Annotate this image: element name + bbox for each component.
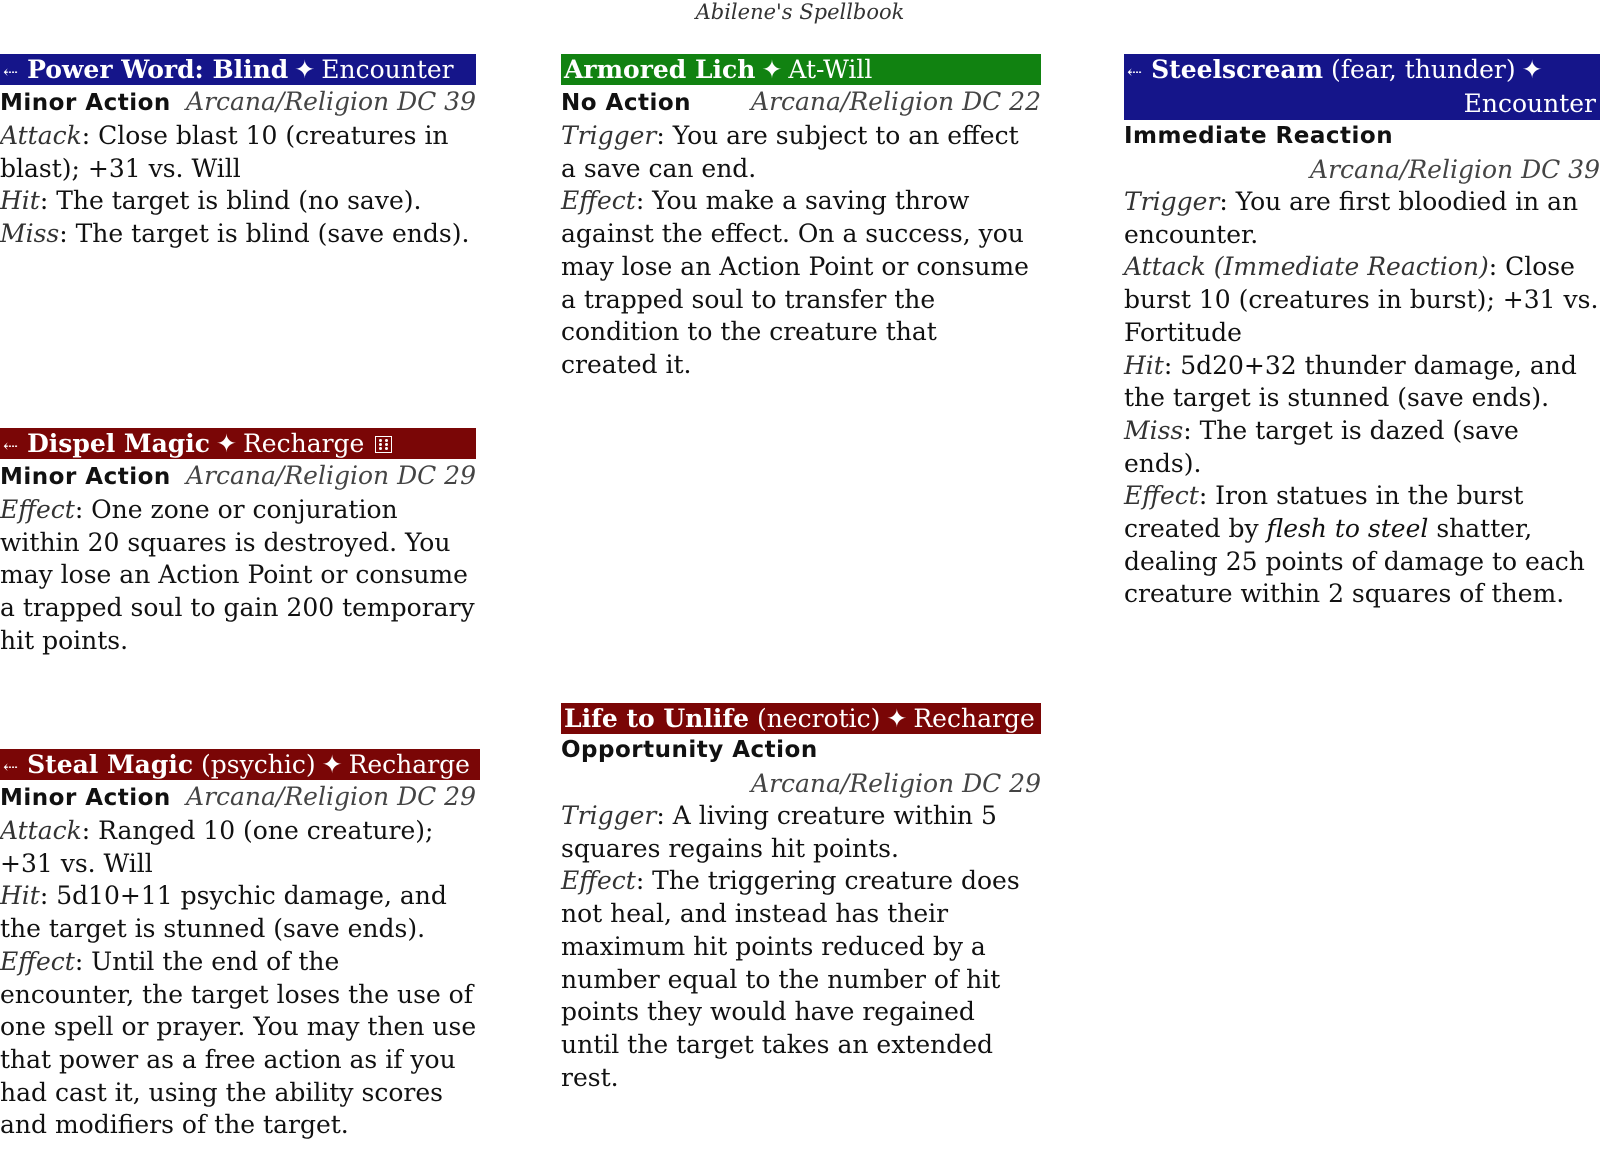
skill-dc: Arcana/Religion DC 29 — [186, 461, 476, 490]
power-card-dispel-magic — [0, 428, 476, 658]
line-text: : 5d10+11 psychic damage, and the target is stunned (save ends). — [0, 881, 447, 944]
hit-line — [0, 880, 480, 945]
hit-line — [1124, 350, 1600, 415]
area-arrow-icon: ⇠ — [3, 757, 19, 778]
area-arrow-icon: ⇠ — [1127, 62, 1143, 83]
power-card-steal-magic — [0, 749, 480, 1142]
separator-icon: ✦ — [294, 55, 316, 84]
power-frequency: Recharge — [348, 750, 470, 779]
power-body — [0, 815, 480, 1142]
power-frequency: At-Will — [788, 55, 873, 84]
page-header: Abilene's Spellbook — [695, 0, 905, 24]
line-text: : The target is dazed (save ends). — [1124, 415, 1519, 478]
action-type: Opportunity Action — [561, 737, 818, 763]
effect-line — [0, 946, 480, 1142]
power-title-bar — [0, 749, 480, 780]
power-frequency: Recharge — [913, 704, 1035, 733]
power-card-power-word-blind — [0, 54, 476, 251]
spell-reference: flesh to steel — [1266, 514, 1429, 544]
die-six-icon — [375, 436, 392, 453]
line-text: : One zone or conjuration within 20 squares is destroyed. You may lose an Action Point or consume a trapped soul to gain 200 temporary hit points. — [0, 495, 475, 655]
action-row — [0, 780, 476, 815]
attack-line — [1124, 251, 1600, 349]
line-label: Hit — [1124, 350, 1164, 380]
trigger-line — [561, 120, 1041, 185]
power-keywords: (psychic) — [201, 750, 316, 779]
line-text: : Ranged 10 (one creature); +31 vs. Will — [0, 816, 434, 878]
miss-line — [0, 218, 476, 251]
line-label: Trigger — [561, 801, 657, 830]
power-title-bar — [0, 428, 476, 459]
trigger-line — [561, 800, 1041, 865]
line-label: Miss — [0, 219, 60, 249]
power-body — [1124, 186, 1600, 611]
power-title-bar — [561, 54, 1041, 85]
line-text: : The triggering creature does not heal, and instead has their maximum hit points reduced by a number equal to the number of hit points they would have regained until the target takes an extended rest. — [561, 866, 1020, 1092]
line-label: Hit — [0, 881, 40, 911]
line-label: Miss — [1124, 415, 1184, 445]
trigger-line — [1124, 186, 1600, 251]
power-title-bar — [0, 54, 476, 85]
power-name: Steal Magic — [27, 750, 194, 779]
power-card-steelscream — [1124, 54, 1600, 611]
power-card-armored-lich — [561, 54, 1041, 382]
effect-line — [561, 865, 1041, 1094]
power-frequency: Recharge — [242, 429, 365, 458]
effect-line — [0, 494, 476, 658]
action-row — [0, 459, 476, 494]
skill-dc: Arcana/Religion DC 39 — [1310, 155, 1600, 184]
line-text: : The target is blind (save ends). — [59, 219, 470, 249]
action-row — [0, 85, 476, 120]
power-card-life-to-unlife — [561, 703, 1041, 1094]
line-label: Hit — [0, 186, 40, 216]
line-text: : The target is blind (no save). — [39, 186, 422, 216]
action-row — [1124, 120, 1600, 153]
effect-line — [1124, 480, 1600, 611]
line-text: : You are first bloodied in an encounter. — [1124, 187, 1579, 249]
line-text: : You make a saving throw against the effect. On a success, you may lose an Action Point or consume a trapped soul to transfer the condition to the creature that created it. — [561, 186, 1029, 379]
line-text: : Iron statues in the burst created by — [1124, 481, 1524, 544]
separator-icon: ✦ — [321, 750, 343, 779]
separator-icon: ✦ — [1521, 55, 1543, 84]
line-label: Effect — [0, 946, 75, 976]
action-type: Immediate Reaction — [1124, 123, 1394, 149]
area-arrow-icon: ⇠ — [3, 436, 19, 457]
line-text: : You are subject to an effect a save can end. — [561, 121, 1019, 183]
power-keywords: (fear, thunder) — [1330, 55, 1516, 84]
power-body — [0, 494, 476, 658]
line-label: Effect — [1124, 481, 1199, 511]
line-text: : 5d20+32 thunder damage, and the target is stunned (save ends). — [1124, 350, 1577, 413]
action-type: Minor Action — [0, 464, 171, 490]
line-label: Trigger — [561, 121, 657, 150]
power-name: Armored Lich — [564, 55, 756, 84]
power-name: Steelscream — [1151, 55, 1324, 84]
action-type: Minor Action — [0, 785, 171, 811]
separator-icon: ✦ — [886, 704, 908, 733]
line-text: : Until the end of the encounter, the target loses the use of one spell or prayer. You may then use that power as a free action as if you had cast it, using the ability scores and modifiers of the target. — [0, 946, 477, 1140]
power-frequency: Encounter — [1463, 89, 1596, 118]
power-name: Dispel Magic — [27, 429, 211, 458]
hit-line — [0, 185, 476, 218]
skill-dc: Arcana/Religion DC 29 — [751, 769, 1041, 798]
power-body — [561, 120, 1041, 382]
action-row — [561, 85, 1041, 120]
line-label: Attack — [0, 121, 82, 150]
power-title-bar — [1124, 54, 1600, 120]
line-label: Effect — [561, 186, 636, 216]
line-label: Effect — [561, 866, 636, 896]
line-text: : A living creature within 5 squares regains hit points. — [561, 801, 997, 863]
line-text: : Close blast 10 (creatures in blast); +31 vs. Will — [0, 121, 449, 183]
action-type: No Action — [561, 90, 692, 116]
attack-line — [0, 120, 476, 185]
power-body — [561, 800, 1041, 1094]
line-label: Effect — [0, 495, 75, 524]
power-name: Life to Unlife — [564, 704, 749, 733]
line-text: shatter, dealing 25 points of damage to each creature within 2 squares of them. — [1124, 514, 1585, 609]
area-arrow-icon: ⇠ — [3, 62, 19, 83]
separator-icon: ✦ — [761, 55, 783, 84]
line-label: Attack (Immediate Reaction) — [1124, 252, 1489, 282]
power-title-bar — [561, 703, 1041, 734]
effect-line — [561, 185, 1041, 381]
skill-dc: Arcana/Religion DC 29 — [186, 782, 476, 811]
line-label: Attack — [0, 816, 82, 845]
power-body — [0, 120, 476, 251]
separator-icon: ✦ — [216, 429, 237, 458]
line-label: Trigger — [1124, 187, 1220, 216]
line-text: : Close burst 10 (creatures in burst); +31 vs. Fortitude — [1124, 252, 1599, 347]
action-type: Minor Action — [0, 90, 171, 116]
attack-line — [0, 815, 480, 880]
action-row — [561, 734, 1041, 767]
power-keywords: (necrotic) — [756, 704, 881, 733]
skill-dc: Arcana/Religion DC 22 — [751, 87, 1041, 116]
power-name: Power Word: Blind — [27, 55, 289, 84]
power-frequency: Encounter — [321, 55, 454, 84]
miss-line — [1124, 415, 1600, 480]
skill-dc: Arcana/Religion DC 39 — [186, 87, 476, 116]
